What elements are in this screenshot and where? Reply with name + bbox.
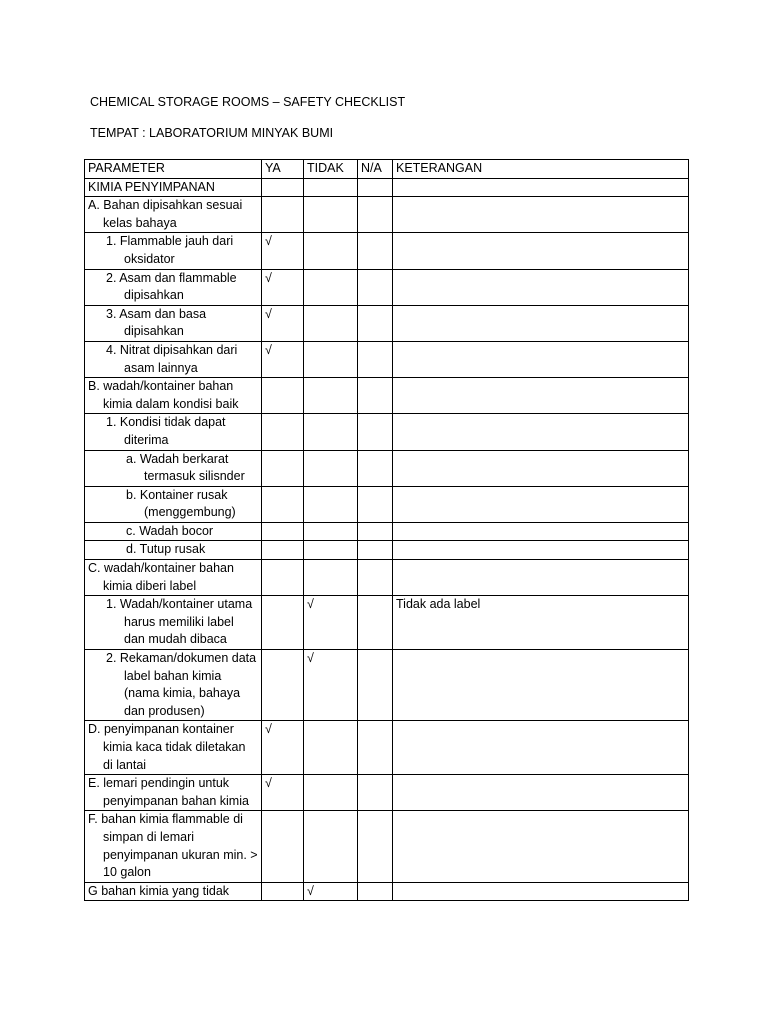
table-header-row xyxy=(85,160,689,179)
cell-tidak xyxy=(304,378,358,414)
cell-tidak xyxy=(304,233,358,269)
table-row xyxy=(85,650,689,721)
table-row xyxy=(85,811,689,882)
table-row xyxy=(85,486,689,522)
cell-na xyxy=(358,450,393,486)
cell-na xyxy=(358,414,393,450)
parameter-text: 2. Rekaman/dokumen data label bahan kimia (nama kimia, bahaya dan produsen) xyxy=(106,651,257,718)
cell-ya: √ xyxy=(262,305,304,341)
cell-ya xyxy=(262,596,304,650)
table-row xyxy=(85,882,689,901)
parameter-text: G bahan kimia yang tidak xyxy=(88,883,230,898)
cell-na xyxy=(358,882,393,901)
cell-tidak xyxy=(304,450,358,486)
parameter-text: D. penyimpanan kontainer kimia kaca tidak diletakan di lantai xyxy=(88,722,246,772)
cell-parameter xyxy=(85,882,262,901)
table-row xyxy=(85,305,689,341)
cell-parameter xyxy=(85,378,262,414)
cell-na xyxy=(358,721,393,775)
cell-ya: √ xyxy=(262,721,304,775)
cell-ya: √ xyxy=(262,341,304,377)
cell-tidak xyxy=(304,775,358,811)
cell-na xyxy=(358,178,393,197)
header-tidak: TIDAK xyxy=(304,160,358,179)
cell-ya xyxy=(262,882,304,901)
cell-ya xyxy=(262,811,304,882)
cell-parameter xyxy=(85,341,262,377)
cell-ya xyxy=(262,414,304,450)
cell-ya xyxy=(262,197,304,233)
cell-tidak xyxy=(304,305,358,341)
cell-keterangan xyxy=(393,560,689,596)
cell-keterangan xyxy=(393,721,689,775)
parameter-text: F. bahan kimia flammable di simpan di lemari penyimpanan ukuran min. > 10 galon xyxy=(88,812,258,880)
cell-ya xyxy=(262,522,304,541)
cell-tidak xyxy=(304,178,358,197)
cell-na xyxy=(358,341,393,377)
cell-keterangan xyxy=(393,269,689,305)
cell-keterangan xyxy=(393,233,689,269)
header-ya: YA xyxy=(262,160,304,179)
cell-tidak: √ xyxy=(304,882,358,901)
parameter-text: A. Bahan dipisahkan sesuai kelas bahaya xyxy=(88,198,243,230)
cell-parameter xyxy=(85,486,262,522)
table-row xyxy=(85,197,689,233)
cell-na xyxy=(358,197,393,233)
cell-parameter xyxy=(85,541,262,560)
parameter-text: KIMIA PENYIMPANAN xyxy=(88,179,215,194)
cell-parameter xyxy=(85,721,262,775)
safety-checklist-table xyxy=(84,159,689,901)
document-place: TEMPAT : LABORATORIUM MINYAK BUMI xyxy=(90,126,334,140)
cell-ya: √ xyxy=(262,269,304,305)
parameter-text: C. wadah/kontainer bahan kimia diberi label xyxy=(88,561,234,593)
parameter-text: 1. Wadah/kontainer utama harus memiliki label dan mudah dibaca xyxy=(106,597,253,647)
table-row xyxy=(85,450,689,486)
cell-ya xyxy=(262,378,304,414)
table-row xyxy=(85,596,689,650)
cell-keterangan xyxy=(393,450,689,486)
cell-ya xyxy=(262,450,304,486)
parameter-text: c. Wadah bocor xyxy=(126,523,214,538)
cell-na xyxy=(358,378,393,414)
cell-keterangan xyxy=(393,486,689,522)
cell-parameter xyxy=(85,560,262,596)
table-row xyxy=(85,522,689,541)
cell-na xyxy=(358,811,393,882)
cell-ya: √ xyxy=(262,233,304,269)
cell-parameter xyxy=(85,178,262,197)
parameter-text: b. Kontainer rusak (menggembung) xyxy=(126,487,236,520)
cell-keterangan xyxy=(393,178,689,197)
cell-tidak xyxy=(304,522,358,541)
cell-na xyxy=(358,522,393,541)
parameter-text: B. wadah/kontainer bahan kimia dalam kondisi baik xyxy=(88,379,239,411)
parameter-text: 4. Nitrat dipisahkan dari asam lainnya xyxy=(106,342,238,375)
table-row xyxy=(85,560,689,596)
parameter-text: d. Tutup rusak xyxy=(126,542,206,557)
cell-ya xyxy=(262,541,304,560)
cell-na xyxy=(358,560,393,596)
cell-keterangan xyxy=(393,775,689,811)
table-row xyxy=(85,541,689,560)
cell-na xyxy=(358,596,393,650)
cell-tidak: √ xyxy=(304,596,358,650)
cell-na xyxy=(358,650,393,721)
cell-parameter xyxy=(85,305,262,341)
cell-na xyxy=(358,775,393,811)
parameter-text: 3. Asam dan basa dipisahkan xyxy=(106,306,207,339)
cell-keterangan xyxy=(393,378,689,414)
cell-parameter xyxy=(85,650,262,721)
cell-tidak xyxy=(304,486,358,522)
cell-na xyxy=(358,233,393,269)
parameter-text: E. lemari pendingin untuk penyimpanan bahan kimia xyxy=(88,776,249,808)
parameter-text: a. Wadah berkarat termasuk silisnder xyxy=(126,451,245,484)
cell-parameter xyxy=(85,775,262,811)
cell-keterangan xyxy=(393,341,689,377)
table-row xyxy=(85,414,689,450)
document-title: CHEMICAL STORAGE ROOMS – SAFETY CHECKLIST xyxy=(90,95,406,109)
table-row xyxy=(85,269,689,305)
header-parameter: PARAMETER xyxy=(85,160,262,179)
parameter-text: 2. Asam dan flammable dipisahkan xyxy=(106,270,237,303)
cell-parameter xyxy=(85,811,262,882)
table-row xyxy=(85,341,689,377)
table-row xyxy=(85,178,689,197)
cell-na xyxy=(358,269,393,305)
table-row xyxy=(85,775,689,811)
cell-ya: √ xyxy=(262,775,304,811)
cell-keterangan xyxy=(393,811,689,882)
cell-tidak xyxy=(304,560,358,596)
cell-tidak xyxy=(304,269,358,305)
header-keterangan: KETERANGAN xyxy=(393,160,689,179)
table-row xyxy=(85,378,689,414)
table-row xyxy=(85,721,689,775)
table-row xyxy=(85,233,689,269)
cell-keterangan xyxy=(393,197,689,233)
cell-ya xyxy=(262,178,304,197)
parameter-text: 1. Flammable jauh dari oksidator xyxy=(106,234,234,266)
cell-tidak: √ xyxy=(304,650,358,721)
cell-tidak xyxy=(304,541,358,560)
cell-tidak xyxy=(304,414,358,450)
cell-ya xyxy=(262,560,304,596)
cell-keterangan xyxy=(393,882,689,901)
cell-parameter xyxy=(85,233,262,269)
cell-parameter xyxy=(85,197,262,233)
cell-na xyxy=(358,305,393,341)
cell-parameter xyxy=(85,269,262,305)
parameter-text: 1. Kondisi tidak dapat diterima xyxy=(106,415,226,447)
cell-parameter xyxy=(85,450,262,486)
cell-parameter xyxy=(85,596,262,650)
cell-na xyxy=(358,486,393,522)
cell-tidak xyxy=(304,341,358,377)
cell-keterangan xyxy=(393,541,689,560)
cell-tidak xyxy=(304,811,358,882)
cell-ya xyxy=(262,486,304,522)
cell-tidak xyxy=(304,197,358,233)
cell-na xyxy=(358,541,393,560)
cell-keterangan xyxy=(393,522,689,541)
cell-tidak xyxy=(304,721,358,775)
cell-keterangan xyxy=(393,414,689,450)
cell-keterangan: Tidak ada label xyxy=(393,596,689,650)
cell-parameter xyxy=(85,522,262,541)
header-na: N/A xyxy=(358,160,393,179)
cell-keterangan xyxy=(393,305,689,341)
cell-ya xyxy=(262,650,304,721)
cell-keterangan xyxy=(393,650,689,721)
cell-parameter xyxy=(85,414,262,450)
